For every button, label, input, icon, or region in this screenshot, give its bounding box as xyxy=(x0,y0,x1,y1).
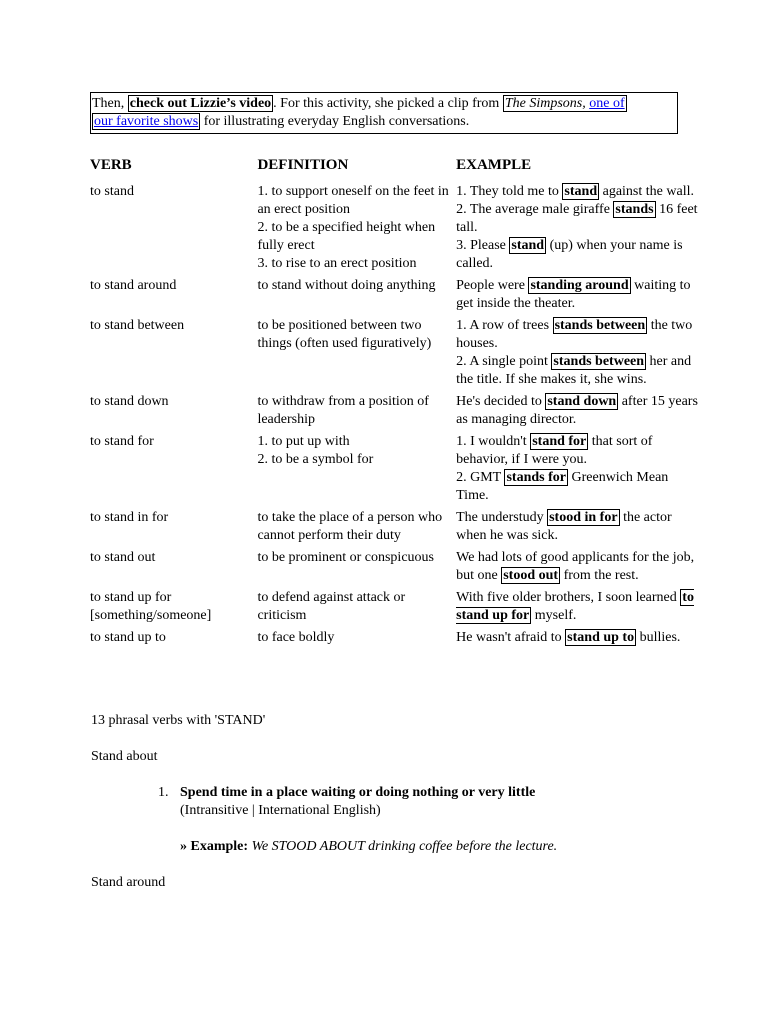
example-sentence xyxy=(456,469,698,505)
intro-paragraph xyxy=(90,92,678,134)
example-text: 1. I wouldn't xyxy=(456,434,531,449)
definition-cell xyxy=(255,316,454,392)
example-text: (up) when your name is called. xyxy=(456,238,683,271)
example-text: bullies. xyxy=(636,630,681,645)
example-text: the two houses. xyxy=(456,318,693,351)
table-row xyxy=(88,432,700,508)
section-heading: 13 phrasal verbs with 'STAND' xyxy=(91,713,266,728)
example-text: Greenwich Mean Time. xyxy=(456,470,669,503)
definition-cell xyxy=(255,588,454,628)
example-sentence xyxy=(456,393,698,429)
highlighted-phrasal-verb: stands xyxy=(615,202,654,217)
example-cell xyxy=(454,316,700,392)
table-row xyxy=(88,628,700,650)
table-row xyxy=(88,316,700,392)
example-sentence xyxy=(456,589,698,625)
verb-text: to stand up for xyxy=(90,590,172,605)
verb-cell xyxy=(88,392,255,432)
verb-cell xyxy=(88,508,255,548)
table-row xyxy=(88,182,700,276)
list-number: 1. xyxy=(158,785,169,800)
definition-text: to face boldly xyxy=(257,630,335,645)
verb-cell xyxy=(88,548,255,588)
phrasal-verbs-table xyxy=(88,152,700,650)
example-text: 2. A single point xyxy=(456,354,552,369)
example-text: We STOOD ABOUT drinking coffee before the lecture. xyxy=(251,839,558,854)
highlighted-phrasal-verb: stood in for xyxy=(549,510,618,525)
example-sentence xyxy=(456,277,698,313)
verb-text: to stand down xyxy=(90,394,169,409)
example-text: after 15 years as managing director. xyxy=(456,394,698,427)
stand-about-definition-item xyxy=(158,784,535,802)
header-verb: VERB xyxy=(90,157,132,173)
highlighted-phrasal-verb: stand xyxy=(511,238,545,253)
example-text: the actor when he was sick. xyxy=(456,510,672,543)
definition-text: 3. to rise to an erect position xyxy=(257,256,417,271)
intro-lizzie-video: check out Lizzie’s video xyxy=(129,96,272,111)
highlighted-phrasal-verb: to stand up for xyxy=(456,590,694,623)
example-text: 1. A row of trees xyxy=(456,318,553,333)
stand-about-definition: Spend time in a place waiting or doing nothing or very little xyxy=(180,785,536,800)
example-cell xyxy=(454,392,700,432)
stand-about-title: Stand about xyxy=(91,749,158,764)
example-sentence xyxy=(456,509,698,545)
stand-about-example xyxy=(180,838,557,856)
verb-cell xyxy=(88,588,255,628)
definition-cell xyxy=(255,628,454,650)
example-sentence xyxy=(456,433,698,469)
example-text: that sort of behavior, if I were you. xyxy=(456,434,653,467)
verb-text: [something/someone] xyxy=(90,608,212,623)
highlighted-phrasal-verb: stands between xyxy=(554,318,646,333)
stand-around-title: Stand around xyxy=(91,875,166,890)
definition-text: 2. to be a symbol for xyxy=(257,452,374,467)
example-text: 16 feet tall. xyxy=(456,202,698,235)
definition-cell xyxy=(255,276,454,316)
verb-cell xyxy=(88,182,255,276)
definition-cell xyxy=(255,182,454,276)
intro-text-1: Then, xyxy=(92,96,128,111)
example-sentence xyxy=(456,237,698,273)
intro-text-2: . For this activity, she picked a clip from xyxy=(273,96,503,111)
definition-text: to be prominent or conspicuous xyxy=(257,550,434,565)
example-text: 2. The average male giraffe xyxy=(456,202,614,217)
definition-text: to be positioned between two things (often used figuratively) xyxy=(257,318,432,351)
verb-text: to stand for xyxy=(90,434,154,449)
example-text: her and the title. If she makes it, she wins. xyxy=(456,354,692,387)
example-sentence xyxy=(456,201,698,237)
definition-cell xyxy=(255,392,454,432)
verb-cell xyxy=(88,276,255,316)
example-sentence xyxy=(456,317,698,353)
table-body xyxy=(88,182,700,650)
verb-text: to stand up to xyxy=(90,630,166,645)
definition-text: to take the place of a person who cannot perform their duty xyxy=(257,510,443,543)
example-sentence xyxy=(456,353,698,389)
verb-cell xyxy=(88,628,255,650)
highlighted-phrasal-verb: stand for xyxy=(532,434,587,449)
verb-text: to stand around xyxy=(90,278,177,293)
definition-text: 1. to put up with xyxy=(257,434,350,449)
definition-text: to withdraw from a position of leadership xyxy=(257,394,429,427)
example-cell xyxy=(454,548,700,588)
example-text: 2. GMT xyxy=(456,470,505,485)
table-row xyxy=(88,548,700,588)
example-text: 3. Please xyxy=(456,238,510,253)
verb-text: to stand between xyxy=(90,318,185,333)
intro-show-title: The Simpsons, xyxy=(504,96,586,111)
header-definition: DEFINITION xyxy=(257,157,349,173)
highlighted-phrasal-verb: stands for xyxy=(506,470,566,485)
definition-cell xyxy=(255,432,454,508)
example-text: The understudy xyxy=(456,510,548,525)
example-sentence xyxy=(456,549,698,585)
definition-text: 1. to support oneself on the feet in an erect position xyxy=(257,184,449,217)
highlighted-phrasal-verb: stand xyxy=(564,184,598,199)
example-text: He's decided to xyxy=(456,394,546,409)
example-cell xyxy=(454,432,700,508)
highlighted-phrasal-verb: stand up to xyxy=(567,630,635,645)
table-row xyxy=(88,276,700,316)
example-sentence xyxy=(456,183,698,201)
example-sentence xyxy=(456,629,698,647)
example-cell xyxy=(454,588,700,628)
highlighted-phrasal-verb: stands between xyxy=(553,354,645,369)
example-text: myself. xyxy=(531,608,577,623)
definition-text: to defend against attack or criticism xyxy=(257,590,406,623)
highlighted-phrasal-verb: standing around xyxy=(530,278,629,293)
definition-cell xyxy=(255,508,454,548)
example-cell xyxy=(454,276,700,316)
verb-cell xyxy=(88,316,255,392)
example-cell xyxy=(454,508,700,548)
definition-text: 2. to be a specified height when fully erect xyxy=(257,220,436,253)
verb-text: to stand out xyxy=(90,550,156,565)
stand-about-usage: (Intransitive | International English) xyxy=(180,803,381,818)
example-text: 1. They told me to xyxy=(456,184,563,199)
example-text: from the rest. xyxy=(560,568,639,583)
table-row xyxy=(88,392,700,432)
example-text: He wasn't afraid to xyxy=(456,630,566,645)
table-row xyxy=(88,508,700,548)
highlighted-phrasal-verb: stand down xyxy=(547,394,617,409)
intro-link-favorite-shows-1[interactable]: one of xyxy=(589,96,625,111)
verb-text: to stand xyxy=(90,184,134,199)
definition-text: to stand without doing anything xyxy=(257,278,436,293)
verb-text: to stand in for xyxy=(90,510,169,525)
definition-cell xyxy=(255,548,454,588)
intro-link-favorite-shows-2[interactable]: our favorite shows xyxy=(94,114,199,129)
table-row xyxy=(88,588,700,628)
example-label: » Example: xyxy=(180,839,249,854)
example-text: against the wall. xyxy=(599,184,694,199)
highlighted-phrasal-verb: stood out xyxy=(503,568,559,583)
example-cell xyxy=(454,182,700,276)
example-text: With five older brothers, I soon learned xyxy=(456,590,681,605)
table-header-row xyxy=(88,152,700,182)
verb-cell xyxy=(88,432,255,508)
example-text: We had lots of good applicants for the job, but one xyxy=(456,550,695,583)
example-text: People were xyxy=(456,278,529,293)
example-text: waiting to get inside the theater. xyxy=(456,278,691,311)
intro-text-3: for illustrating everyday English conversations. xyxy=(200,114,470,129)
example-cell xyxy=(454,628,700,650)
header-example: EXAMPLE xyxy=(456,157,532,173)
